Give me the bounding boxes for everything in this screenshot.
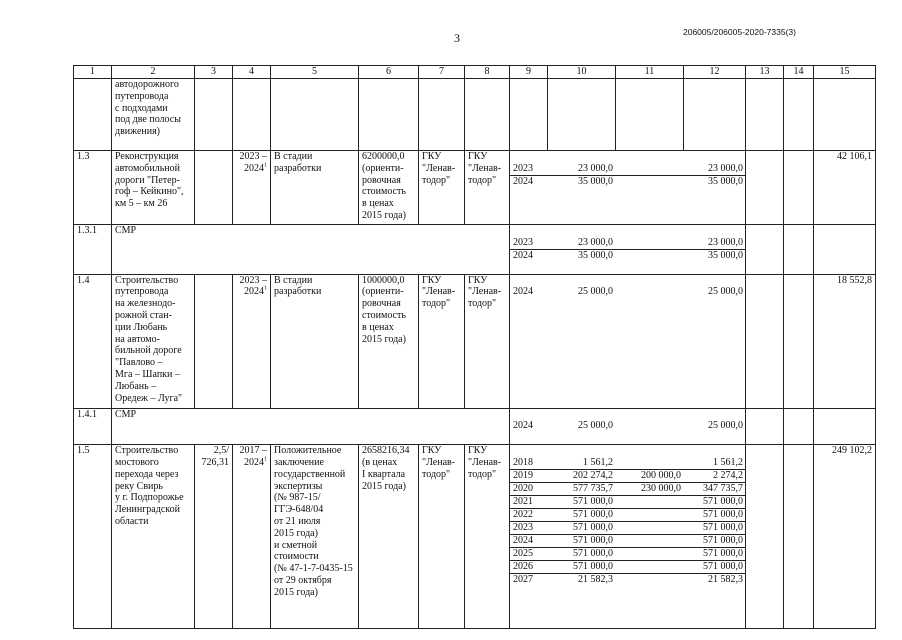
object-name: Строительство мостового перехода через реку Свирь у г. Подпорожье Ленинградской области bbox=[112, 445, 195, 629]
year-row bbox=[510, 420, 746, 432]
amount-regional: 571 000,0 bbox=[684, 495, 746, 508]
amount-regional: 571 000,0 bbox=[684, 534, 746, 547]
amount-total: 23 000,0 bbox=[548, 163, 616, 176]
object-name: Реконструкция автомобильной дороги "Петер- гоф – Кейкино", км 5 – км 26 bbox=[112, 151, 195, 225]
page-number: 3 bbox=[454, 31, 460, 45]
year-breakdown bbox=[510, 445, 746, 629]
col-header: 1 bbox=[74, 66, 112, 79]
year-breakdown bbox=[510, 408, 746, 445]
table-row bbox=[74, 79, 876, 151]
amount-total: 35 000,0 bbox=[578, 249, 613, 261]
amount-regional: 21 582,3 bbox=[708, 573, 743, 585]
year-cell: 2019 bbox=[510, 469, 548, 482]
amount-total: 202 274,2 bbox=[548, 469, 616, 482]
total-value: 18 552,8 bbox=[814, 274, 876, 408]
developer: ГКУ "Ленав- тодор" bbox=[465, 151, 510, 225]
year-cell: 2023 bbox=[510, 521, 548, 534]
year-cell: 2024 bbox=[513, 420, 533, 432]
year-breakdown bbox=[510, 151, 746, 225]
year-cell: 2024 bbox=[513, 286, 533, 298]
amount-total: 571 000,0 bbox=[548, 495, 616, 508]
amount-regional: 571 000,0 bbox=[684, 521, 746, 534]
amount-regional: 2 274,2 bbox=[684, 469, 746, 482]
year-row bbox=[510, 508, 746, 521]
amount-regional: 23 000,0 bbox=[684, 237, 746, 250]
year-row bbox=[510, 175, 746, 188]
year-cell: 2024 bbox=[513, 175, 533, 187]
amount-regional: 35 000,0 bbox=[708, 249, 743, 261]
program-table bbox=[73, 65, 876, 629]
status: Положительное заключение государственной экспертизы (№ 987-15/ ГГЭ-648/04 от 21 июля 2015 года) и сметной стоимости (№ 47-1-7-0435-15 от 29 октября 2015 года) bbox=[271, 445, 359, 629]
customer: ГКУ "Ленав- тодор" bbox=[419, 151, 465, 225]
year-row bbox=[510, 560, 746, 573]
col-header: 15 bbox=[814, 66, 876, 79]
object-name: СМР bbox=[112, 225, 510, 275]
amount-federal bbox=[616, 508, 684, 521]
status: В стадии разработки bbox=[271, 274, 359, 408]
amount-regional: 25 000,0 bbox=[708, 420, 743, 432]
developer: ГКУ "Ленав- тодор" bbox=[465, 445, 510, 629]
amount-total: 25 000,0 bbox=[578, 286, 613, 298]
year-row bbox=[510, 547, 746, 560]
amount-regional: 23 000,0 bbox=[684, 163, 746, 176]
col-header: 12 bbox=[684, 66, 746, 79]
amount-federal bbox=[616, 560, 684, 573]
amount-regional: 571 000,0 bbox=[684, 508, 746, 521]
col-header: 13 bbox=[746, 66, 784, 79]
year-row bbox=[510, 457, 746, 470]
amount-total: 571 000,0 bbox=[548, 508, 616, 521]
cost: 6200000,0 (ориенти- ровочная стоимость в ценах 2015 года) bbox=[359, 151, 419, 225]
year-row bbox=[510, 249, 746, 262]
amount-regional: 35 000,0 bbox=[708, 175, 743, 187]
period: 2023 – 2024$^1$ bbox=[233, 274, 271, 408]
year-row bbox=[510, 469, 746, 482]
amount-federal bbox=[616, 286, 684, 298]
status: В стадии разработки bbox=[271, 151, 359, 225]
amount-regional: 347 735,7 bbox=[684, 482, 746, 495]
developer: ГКУ "Ленав- тодор" bbox=[465, 274, 510, 408]
amount-federal bbox=[616, 547, 684, 560]
amount-federal bbox=[616, 457, 684, 470]
total-value: 42 106,1 bbox=[814, 151, 876, 225]
table-row bbox=[74, 151, 876, 225]
cost: 1000000,0 (ориенти- ровочная стоимость в ценах 2015 года) bbox=[359, 274, 419, 408]
amount-federal bbox=[616, 249, 684, 262]
col-header: 10 bbox=[548, 66, 616, 79]
year-cell: 2026 bbox=[510, 560, 548, 573]
customer: ГКУ "Ленав- тодор" bbox=[419, 445, 465, 629]
year-breakdown bbox=[510, 225, 746, 275]
row-number: 1.4.1 bbox=[74, 408, 112, 445]
object-name: СМР bbox=[112, 408, 510, 445]
amount-federal bbox=[616, 521, 684, 534]
amount-federal: 230 000,0 bbox=[616, 482, 684, 495]
amount-total: 21 582,3 bbox=[578, 573, 613, 585]
row-number: 1.5 bbox=[74, 445, 112, 629]
col-header: 14 bbox=[784, 66, 814, 79]
year-row bbox=[510, 534, 746, 547]
year-row bbox=[510, 286, 746, 298]
year-row bbox=[510, 482, 746, 495]
row-number: 1.4 bbox=[74, 274, 112, 408]
amount-federal bbox=[616, 237, 684, 250]
table-row bbox=[74, 408, 876, 445]
year-cell: 2024 bbox=[510, 534, 548, 547]
col-header: 6 bbox=[359, 66, 419, 79]
col-header: 7 bbox=[419, 66, 465, 79]
amount-federal: 200 000,0 bbox=[616, 469, 684, 482]
year-cell: 2023 bbox=[510, 163, 548, 176]
amount-total: 35 000,0 bbox=[578, 175, 613, 187]
amount-total: 23 000,0 bbox=[548, 237, 616, 250]
row-number: 1.3.1 bbox=[74, 225, 112, 275]
period: 2017 – 2024$^1$ bbox=[233, 445, 271, 629]
capacity: 2,5/ 726,31 bbox=[195, 445, 233, 629]
amount-federal bbox=[616, 420, 684, 432]
amount-regional: 1 561,2 bbox=[684, 457, 746, 470]
col-header: 2 bbox=[112, 66, 195, 79]
total-value: 249 102,2 bbox=[814, 445, 876, 629]
col-header: 9 bbox=[510, 66, 548, 79]
amount-federal bbox=[616, 495, 684, 508]
amount-total: 571 000,0 bbox=[548, 560, 616, 573]
amount-total: 571 000,0 bbox=[548, 547, 616, 560]
period: 2023 – 2024$^1$ bbox=[233, 151, 271, 225]
table-row bbox=[74, 225, 876, 275]
year-row bbox=[510, 495, 746, 508]
year-breakdown bbox=[510, 274, 746, 408]
amount-regional: 571 000,0 bbox=[684, 547, 746, 560]
year-cell: 2027 bbox=[513, 573, 533, 585]
object-name: автодорожного путепровода с подходами под две полосы движения) bbox=[112, 79, 195, 151]
table-row bbox=[74, 274, 876, 408]
column-number-row bbox=[74, 66, 876, 79]
col-header: 4 bbox=[233, 66, 271, 79]
amount-federal bbox=[616, 175, 684, 188]
year-row bbox=[510, 237, 746, 250]
row-number: 1.3 bbox=[74, 151, 112, 225]
amount-regional: 25 000,0 bbox=[708, 286, 743, 298]
table-row bbox=[74, 445, 876, 629]
col-header: 8 bbox=[465, 66, 510, 79]
year-row bbox=[510, 163, 746, 176]
year-cell: 2024 bbox=[513, 249, 533, 261]
object-name: Строительство путепровода на железнодо- рожной стан- ции Любань на автомо- бильной дороге "Павлово – Мга – Шапки – Любань – Оредеж – Луга" bbox=[112, 274, 195, 408]
year-cell: 2025 bbox=[510, 547, 548, 560]
year-cell: 2018 bbox=[510, 457, 548, 470]
cost: 2658216,34 (в ценах I квартала 2015 года) bbox=[359, 445, 419, 629]
amount-regional: 571 000,0 bbox=[684, 560, 746, 573]
year-cell: 2020 bbox=[510, 482, 548, 495]
amount-total: 571 000,0 bbox=[548, 521, 616, 534]
amount-total: 571 000,0 bbox=[548, 534, 616, 547]
col-header: 5 bbox=[271, 66, 359, 79]
amount-federal bbox=[616, 534, 684, 547]
col-header: 3 bbox=[195, 66, 233, 79]
amount-federal bbox=[616, 163, 684, 176]
document-id: 206005/206005-2020-7335(3) bbox=[683, 27, 796, 37]
col-header: 11 bbox=[616, 66, 684, 79]
year-cell: 2021 bbox=[510, 495, 548, 508]
year-cell: 2022 bbox=[510, 508, 548, 521]
amount-total: 25 000,0 bbox=[578, 420, 613, 432]
year-row bbox=[510, 573, 746, 586]
amount-total: 577 735,7 bbox=[548, 482, 616, 495]
amount-federal bbox=[616, 573, 684, 586]
amount-total: 1 561,2 bbox=[548, 457, 616, 470]
year-row bbox=[510, 521, 746, 534]
customer: ГКУ "Ленав- тодор" bbox=[419, 274, 465, 408]
year-cell: 2023 bbox=[510, 237, 548, 250]
